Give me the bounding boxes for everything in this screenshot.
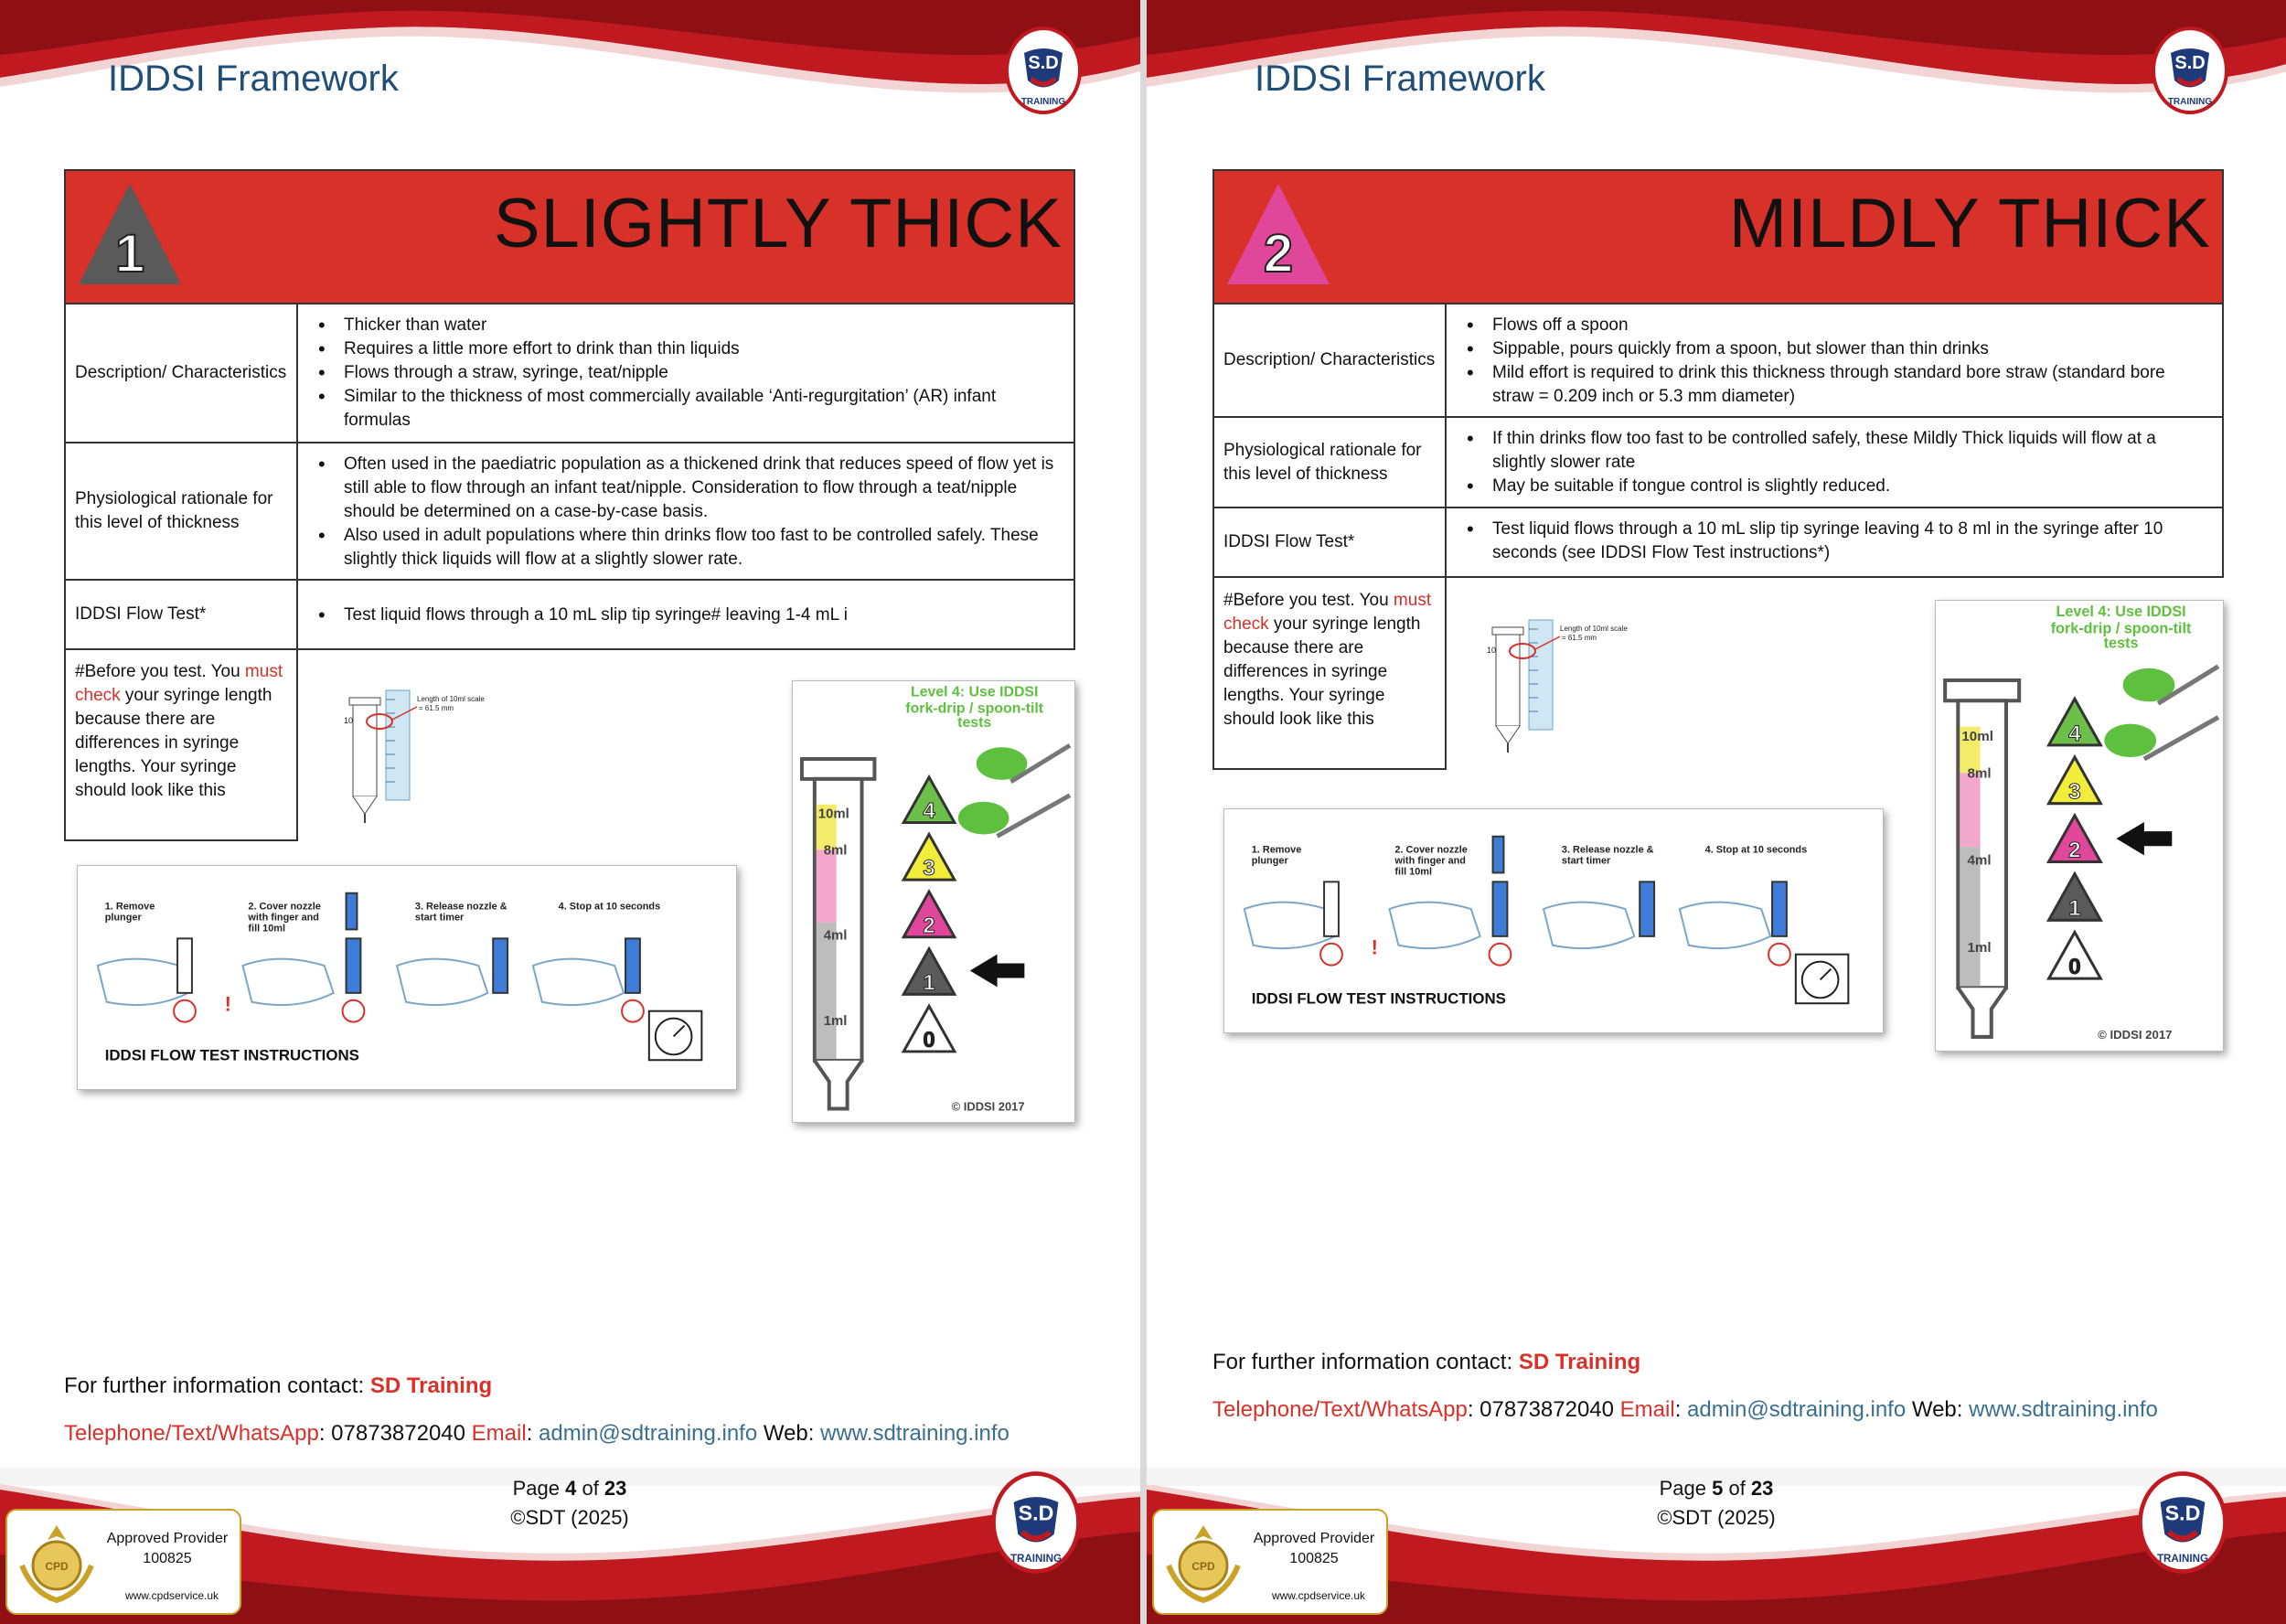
flow-test-instructions-figure: [77, 865, 737, 1090]
svg-text:10ml: 10ml: [817, 807, 849, 822]
svg-text:10ml: 10ml: [1961, 728, 1993, 744]
page-number: Page 5 of 23: [1659, 1477, 1774, 1500]
level-name: SLIGHTLY THICK: [493, 185, 1063, 262]
svg-text:1: 1: [114, 224, 145, 283]
level-2-table: [1212, 169, 2224, 578]
contact-details: Telephone/Text/WhatsApp: 07873872040 Email: admin@sdtraining.info Web: www.sdtraining.info: [64, 1421, 1009, 1446]
cpd-approved-badge: CPD Approved Provider 100825 www.cpdservice.uk: [5, 1509, 241, 1615]
row-label: IDDSI Flow Test*: [1214, 508, 1447, 576]
svg-text:0: 0: [2068, 955, 2081, 980]
svg-text:4ml: 4ml: [1967, 852, 1992, 869]
svg-text:CPD: CPD: [45, 1560, 69, 1573]
level-name: MILDLY THICK: [1728, 185, 2211, 262]
cpd-crest-icon: [15, 1520, 99, 1608]
flow-test-row: [1214, 508, 2222, 576]
iddsi-levels-figure: [1935, 600, 2224, 1052]
document-page-5: [1147, 0, 2286, 1624]
web-link[interactable]: www.sdtraining.info: [820, 1421, 1009, 1446]
document-page-4: [0, 0, 1140, 1624]
svg-text:1: 1: [2068, 896, 2081, 922]
rationale-row: [66, 443, 1074, 581]
svg-text:3. Release nozzle &: 3. Release nozzle &: [414, 901, 507, 913]
contact-line: For further information contact: SD Training: [1212, 1350, 1641, 1374]
svg-text:3. Release nozzle &: 3. Release nozzle &: [1561, 844, 1654, 856]
list-item: • Test liquid flows through a 10 mL slip tip syringe leaving 4 to 8 ml in the syringe after 10 seconds (see IDDSI Flow Test instructions*): [1458, 518, 2211, 565]
svg-text:S.D: S.D: [2164, 1501, 2201, 1525]
svg-text:with finger and: with finger and: [248, 912, 319, 924]
svg-text:2: 2: [2068, 838, 2081, 863]
svg-text:fill 10ml: fill 10ml: [248, 923, 286, 935]
svg-text:4ml: 4ml: [823, 928, 848, 944]
document-header-title: IDDSI Framework: [1255, 59, 1545, 99]
syringe-check-note: #Before you test. You must check your syringe length because there are differences in syringe lengths. Your syringe should look like this: [64, 649, 298, 841]
sd-training-logo: [990, 1470, 1082, 1575]
svg-text:start timer: start timer: [1561, 855, 1611, 867]
svg-text:start timer: start timer: [414, 912, 465, 924]
level-2-triangle-icon: [1223, 180, 1333, 288]
rationale-row: [1214, 418, 2222, 508]
row-label: IDDSI Flow Test*: [66, 581, 298, 648]
web-link[interactable]: www.sdtraining.info: [1969, 1397, 2158, 1422]
svg-text:TRAINING: TRAINING: [1020, 97, 1066, 107]
svg-text:CPD: CPD: [1191, 1560, 1215, 1573]
svg-text:1. Remove: 1. Remove: [104, 901, 155, 913]
document-header-title: IDDSI Framework: [108, 59, 399, 99]
row-label: Description/ Characteristics: [1214, 304, 1447, 416]
list-item: • Test liquid flows through a 10 mL slip tip syringe# leaving 1-4 mL i: [309, 604, 848, 627]
svg-text:S.D: S.D: [2174, 53, 2206, 73]
list-item: • Flows through a straw, syringe, teat/nipple: [309, 361, 1063, 385]
svg-text:Length of 10ml scale: Length of 10ml scale: [417, 695, 485, 703]
list-item: • Similar to the thickness of most commercially available ‘Anti-regurgitation’ (AR) infant formulas: [309, 385, 1063, 433]
svg-text:8ml: 8ml: [823, 843, 848, 859]
svg-text:© IDDSI 2017: © IDDSI 2017: [2098, 1027, 2173, 1042]
page-number: Page 4 of 23: [512, 1477, 627, 1500]
list-item: • Often used in the paediatric population as a thickened drink that reduces speed of flow yet is still able to flow through an infant teat/nipple. Consideration to flow through a teat/nipple should be determined on a case-by-case basis.: [309, 453, 1063, 524]
svg-text:Length of 10ml scale: Length of 10ml scale: [1560, 625, 1628, 633]
svg-text:Level 4: Use IDDSI: Level 4: Use IDDSI: [2056, 604, 2186, 621]
svg-text:10: 10: [344, 716, 354, 725]
flow-test-instructions-figure: [1223, 808, 1884, 1033]
svg-text:plunger: plunger: [1251, 855, 1288, 867]
svg-text:1. Remove: 1. Remove: [1251, 844, 1302, 856]
syringe-check-note: #Before you test. You must check your syringe length because there are differences in syringe lengths. Your syringe should look like this: [1212, 578, 1447, 770]
row-label: Physiological rationale for this level of thickness: [66, 443, 298, 579]
svg-text:2: 2: [1263, 224, 1294, 283]
svg-text:0: 0: [923, 1027, 935, 1052]
level-banner: [66, 171, 1074, 304]
svg-text:!: !: [224, 992, 231, 1016]
sd-training-logo: [2151, 26, 2229, 115]
cpd-approved-badge: CPD Approved Provider 100825 www.cpdservice.uk: [1152, 1509, 1388, 1615]
svg-text:8ml: 8ml: [1967, 765, 1992, 782]
svg-text:TRAINING: TRAINING: [2167, 97, 2213, 107]
svg-text:4: 4: [2068, 721, 2081, 746]
list-item: • Sippable, pours quickly from a spoon, but slower than thin drinks: [1458, 337, 2211, 361]
row-label: Physiological rationale for this level of thickness: [1214, 418, 1447, 507]
list-item: • Mild effort is required to drink this thickness through standard bore straw (standard bore straw = 0.209 inch or 5.3 mm diameter): [1458, 361, 2211, 409]
svg-text:Level 4: Use IDDSI: Level 4: Use IDDSI: [911, 684, 1039, 700]
list-item: • May be suitable if tongue control is slightly reduced.: [1458, 475, 2211, 498]
svg-text:plunger: plunger: [104, 912, 142, 924]
svg-text:= 61.5 mm: = 61.5 mm: [1562, 634, 1597, 642]
description-row: [66, 304, 1074, 443]
contact-line: For further information contact: SD Training: [64, 1373, 493, 1398]
svg-text:with finger and: with finger and: [1394, 855, 1466, 867]
svg-text:1ml: 1ml: [1967, 939, 1992, 956]
svg-text:2: 2: [923, 913, 935, 938]
email-link[interactable]: admin@sdtraining.info: [1687, 1397, 1907, 1422]
svg-text:= 61.5 mm: = 61.5 mm: [419, 704, 454, 712]
flow-test-row: [66, 581, 1074, 648]
svg-text:4. Stop at 10 seconds: 4. Stop at 10 seconds: [1704, 844, 1808, 856]
copyright: ©SDT (2025): [1657, 1506, 1776, 1529]
svg-text:!: !: [1371, 935, 1378, 959]
level-1-triangle-icon: [75, 180, 185, 288]
svg-text:2. Cover nozzle: 2. Cover nozzle: [248, 901, 321, 913]
syringe-scale-figure: [1481, 611, 1655, 757]
description-row: [1214, 304, 2222, 418]
svg-text:fork-drip / spoon-tilt: fork-drip / spoon-tilt: [2050, 620, 2192, 637]
svg-text:4. Stop at 10 seconds: 4. Stop at 10 seconds: [558, 901, 661, 913]
contact-details: Telephone/Text/WhatsApp: 07873872040 Email: admin@sdtraining.info Web: www.sdtraining.info: [1212, 1397, 2158, 1422]
svg-text:S.D: S.D: [1018, 1501, 1054, 1525]
svg-text:10: 10: [1487, 646, 1497, 655]
email-link[interactable]: admin@sdtraining.info: [539, 1421, 758, 1446]
level-banner: [1214, 171, 2222, 304]
svg-text:fill 10ml: fill 10ml: [1394, 866, 1433, 878]
svg-text:2. Cover nozzle: 2. Cover nozzle: [1394, 844, 1468, 856]
svg-text:tests: tests: [2103, 635, 2139, 652]
svg-text:3: 3: [923, 856, 935, 881]
svg-text:tests: tests: [957, 715, 992, 732]
svg-text:© IDDSI 2017: © IDDSI 2017: [951, 1099, 1025, 1114]
svg-text:TRAINING: TRAINING: [2156, 1553, 2209, 1565]
svg-text:S.D: S.D: [1028, 53, 1059, 73]
svg-text:4: 4: [923, 798, 935, 824]
svg-text:TRAINING: TRAINING: [1009, 1553, 1063, 1565]
syringe-scale-figure: [338, 681, 512, 828]
svg-text:1ml: 1ml: [823, 1014, 848, 1030]
svg-text:fork-drip / spoon-tilt: fork-drip / spoon-tilt: [905, 700, 1044, 717]
copyright: ©SDT (2025): [510, 1506, 629, 1529]
iddsi-levels-figure: [792, 680, 1075, 1123]
list-item: • If thin drinks flow too fast to be controlled safely, these Mildly Thick liquids will flow at a slightly slower rate: [1458, 427, 2211, 475]
svg-text:IDDSI FLOW TEST INSTRUCTIONS: IDDSI FLOW TEST INSTRUCTIONS: [104, 1046, 359, 1064]
list-item: • Thicker than water: [309, 314, 1063, 337]
level-1-table: [64, 169, 1075, 650]
list-item: • Requires a little more effort to drink than thin liquids: [309, 337, 1063, 361]
sd-training-logo: [1004, 26, 1083, 115]
sd-training-logo: [2137, 1470, 2228, 1575]
svg-text:1: 1: [923, 970, 935, 996]
cpd-crest-icon: [1161, 1520, 1245, 1608]
svg-text:3: 3: [2068, 779, 2081, 805]
svg-text:IDDSI FLOW TEST INSTRUCTIONS: IDDSI FLOW TEST INSTRUCTIONS: [1251, 989, 1506, 1008]
row-label: Description/ Characteristics: [66, 304, 298, 442]
list-item: • Also used in adult populations where thin drinks flow too fast to be controlled safely. These slightly thick liquids will flow at a slightly slower rate.: [309, 524, 1063, 572]
list-item: • Flows off a spoon: [1458, 314, 2211, 337]
